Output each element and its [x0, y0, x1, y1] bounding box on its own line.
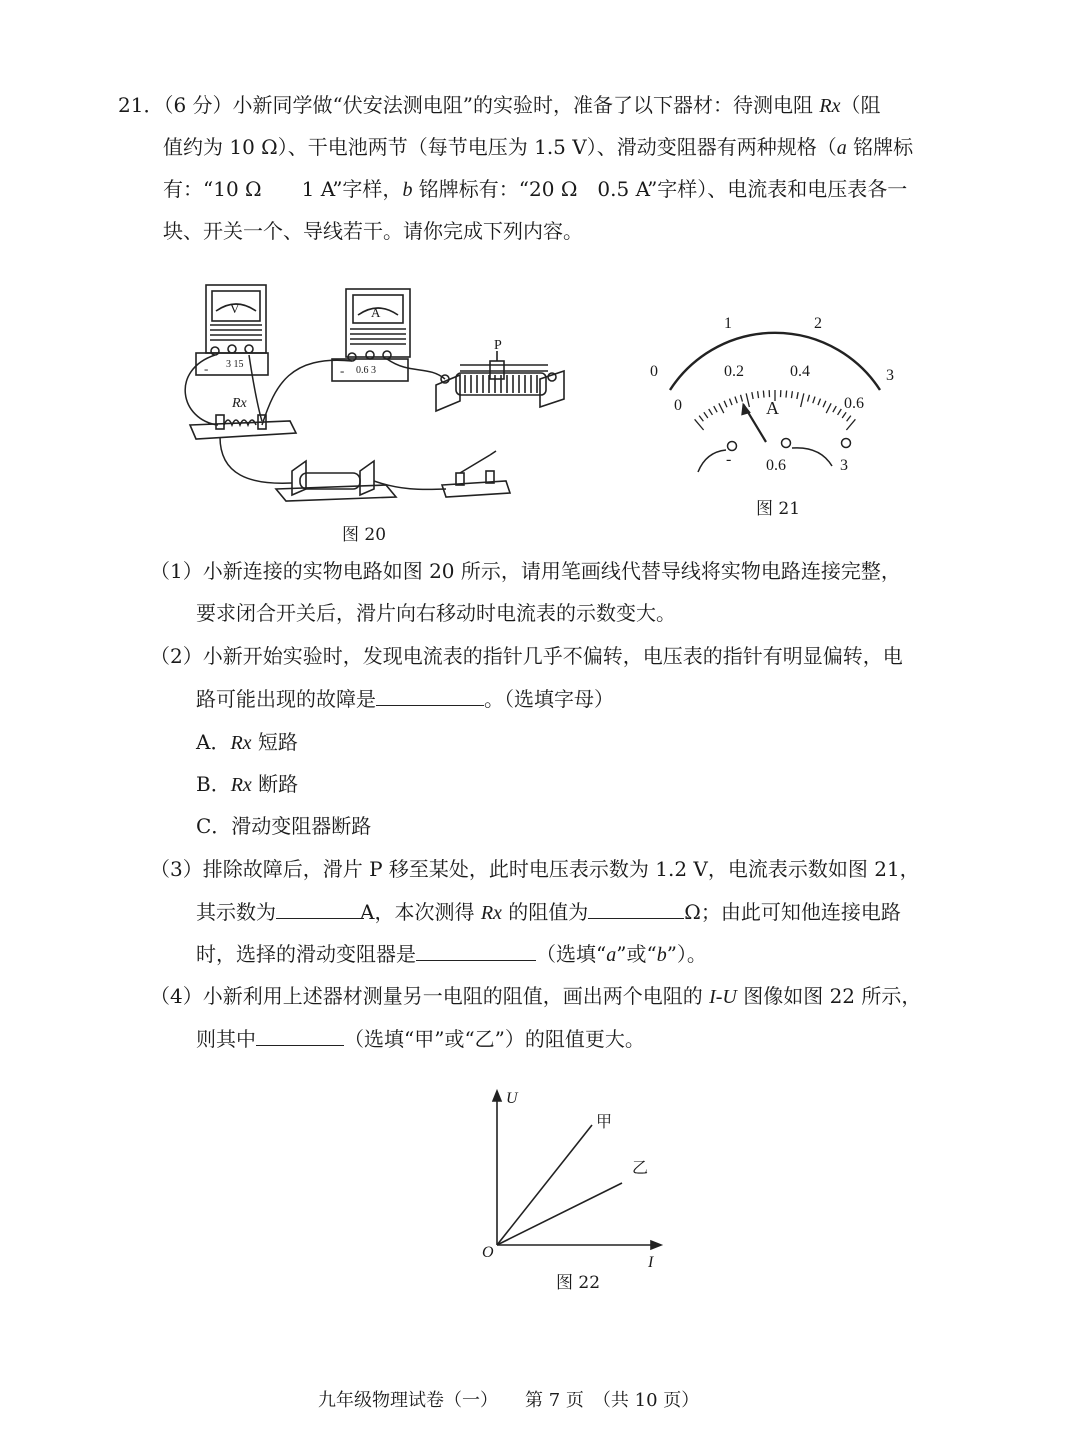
voltmeter-v-label: V — [230, 301, 240, 316]
part-2-line-2 — [196, 685, 614, 712]
rx-symbol: Rx — [819, 95, 841, 117]
ammeter-terminals-label: 0.6 3 — [356, 365, 376, 376]
part-4-text: （选填“甲”或“乙”）的阻值更大。 — [344, 1027, 645, 1051]
dial-tick — [714, 406, 717, 412]
part-3-line-1: （3）排除故障后，滑片 P 移至某处，此时电压表示数为 1.2 V，电流表示数如图 21， — [150, 857, 920, 881]
u-axis-label: U — [506, 1090, 518, 1107]
part-2-text: 路可能出现的故障是 — [196, 687, 376, 711]
dial-tick — [786, 391, 787, 398]
dial-tick — [758, 391, 759, 398]
dial-tick — [846, 419, 855, 430]
dial-tick — [838, 409, 842, 415]
slider-p-label: P — [494, 338, 502, 353]
part-4-line-2 — [196, 1025, 645, 1052]
dial-bottom-0.6: 0.6 — [844, 395, 864, 412]
voltmeter-minus-label: - — [204, 361, 209, 376]
part-1-line-2: 要求闭合开关后，滑片向右移动时电流表的示数变大。 — [196, 601, 676, 625]
question-stem-line-1 — [118, 92, 880, 119]
dial-tick — [746, 393, 749, 407]
dial-terminal-minus: - — [726, 451, 732, 468]
series-jia-label: 甲 — [596, 1114, 613, 1131]
page-footer — [318, 1388, 699, 1414]
ammeter-minus-label: - — [340, 363, 345, 378]
stem-text: （阻 — [840, 93, 881, 117]
resistance-answer-blank[interactable] — [588, 898, 684, 919]
voltmeter-terminals-label: 3 15 — [226, 359, 244, 370]
stem-text: 铭牌标有：“20 Ω 0.5 A”字样）、电流表和电压表各一 — [412, 177, 908, 201]
stem-text: 值约为 10 Ω）、干电池两节（每节电压为 1.5 V）、滑动变阻器有两种规格（ — [163, 135, 837, 159]
part-3-text: A，本次测得 — [360, 900, 481, 924]
question-stem-line-2 — [163, 134, 913, 161]
series-yi-label: 乙 — [632, 1160, 649, 1177]
part-3-line-3 — [196, 940, 707, 968]
figure-22-graph — [470, 1085, 680, 1270]
dial-bottom-0.4: 0.4 — [790, 363, 810, 380]
dial-tick — [791, 391, 792, 398]
dial-tick — [695, 419, 704, 430]
rx-symbol: Rx — [230, 774, 252, 796]
battery-holder — [276, 461, 396, 501]
part-3-text: ”）。 — [666, 942, 707, 966]
stem-text: 块、开关一个、导线若干。请你完成下列内容。 — [163, 219, 583, 243]
u-axis-arrow-icon — [493, 1091, 501, 1101]
footer-page-number: 第 7 页 （共 10 页） — [525, 1390, 700, 1411]
stem-text: 铭牌标 — [846, 135, 914, 159]
part-3-text: （选填“ — [536, 942, 607, 966]
part-4-text: 图像如图 22 所示， — [736, 984, 922, 1008]
dial-top-2: 2 — [814, 315, 822, 332]
dial-bottom-0.2: 0.2 — [724, 363, 744, 380]
dial-tick — [763, 391, 764, 398]
dial-tick — [808, 395, 810, 402]
rx-symbol: Rx — [230, 732, 252, 754]
part-3-text: 其示数为 — [196, 900, 276, 924]
rheostat-answer-blank[interactable] — [416, 940, 536, 961]
rx-resistor-board — [190, 415, 296, 439]
dial-top-3: 3 — [886, 367, 894, 384]
dial-tick — [826, 403, 831, 413]
rheostat-a-symbol: a — [836, 137, 847, 159]
option-a-text: 短路 — [257, 730, 298, 754]
dial-tick — [735, 397, 737, 404]
rx-label: Rx — [232, 396, 247, 411]
part-3-text: ”或“ — [616, 942, 657, 966]
question-score: （6 分） — [163, 93, 233, 117]
dial-tick — [813, 397, 815, 404]
dial-tick — [729, 399, 732, 406]
dial-tick — [823, 401, 826, 407]
dial-tick — [741, 395, 743, 402]
figure-21-caption: 图 21 — [756, 499, 801, 519]
option-a-letter: A． — [196, 730, 231, 754]
question-number: 21． — [118, 93, 164, 117]
rheostat-a-symbol: a — [606, 944, 617, 966]
current-answer-blank[interactable] — [276, 898, 360, 919]
option-c: C．滑动变阻器断路 — [196, 814, 372, 838]
part-2-line-1: （2）小新开始实验时，发现电流表的指针几乎不偏转，电压表的指针有明显偏转，电 — [150, 644, 903, 668]
dial-top-1: 1 — [724, 315, 732, 332]
origin-label: O — [482, 1244, 494, 1261]
line-jia — [497, 1125, 592, 1245]
stem-text: 有：“10 Ω 1 A”字样， — [163, 177, 403, 201]
option-b — [196, 771, 298, 798]
option-b-text: 断路 — [258, 772, 299, 796]
i-axis-label: I — [648, 1254, 654, 1270]
part-4-answer-blank[interactable] — [256, 1025, 344, 1046]
dial-tick — [752, 392, 753, 399]
part-3-text: 时，选择的滑动变阻器是 — [196, 942, 416, 966]
figure-21-ammeter-dial — [640, 300, 910, 490]
dial-tick — [847, 416, 851, 422]
figure-22-caption: 图 22 — [556, 1273, 601, 1293]
rheostat-b-symbol: b — [656, 944, 667, 966]
dial-tick — [704, 412, 708, 418]
dial-unit-label: A — [766, 398, 779, 418]
i-axis-arrow-icon — [651, 1241, 661, 1249]
switch — [442, 451, 510, 497]
part-3-line-2 — [196, 898, 901, 926]
option-b-letter: B． — [196, 772, 231, 796]
dial-tick — [818, 399, 821, 406]
dial-tick — [842, 412, 846, 418]
dial-bottom-0: 0 — [674, 397, 682, 414]
dial-terminal-3: 3 — [840, 457, 848, 474]
question-stem-line-3 — [163, 176, 907, 203]
part-3-text: Ω；由此可知他连接电路 — [684, 900, 901, 924]
part-4-text: 则其中 — [196, 1027, 256, 1051]
figure-20-circuit — [160, 275, 580, 510]
question-stem-line-4 — [163, 218, 583, 244]
dial-tick — [724, 401, 727, 407]
part-4-text: （4）小新利用上述器材测量另一电阻的阻值，画出两个电阻的 — [150, 984, 710, 1008]
ammeter-a-label: A — [371, 305, 381, 320]
part-3-text: 的阻值为 — [501, 900, 589, 924]
figure-20-caption: 图 20 — [342, 525, 387, 545]
dial-tick — [699, 416, 703, 422]
dial-tick — [833, 406, 836, 412]
part-1-line-1: （1）小新连接的实物电路如图 20 所示，请用笔画线代替导线将实物电路连接完整， — [150, 559, 901, 583]
option-a — [196, 729, 298, 756]
iu-symbol: I-U — [709, 986, 737, 1008]
dial-top-0: 0 — [650, 363, 658, 380]
part-4-line-1 — [150, 983, 921, 1010]
part-2-answer-blank[interactable] — [376, 685, 484, 706]
stem-text: 小新同学做“伏安法测电阻”的实验时，准备了以下器材：待测电阻 — [232, 93, 820, 117]
footer-title: 九年级物理试卷（一） — [318, 1390, 489, 1411]
dial-tick — [797, 392, 798, 399]
rheostat-b-symbol: b — [402, 179, 413, 201]
sliding-rheostat — [436, 351, 564, 411]
rx-symbol: Rx — [480, 902, 502, 924]
dial-tick — [709, 409, 713, 415]
part-2-text: 。（选填字母） — [484, 687, 614, 711]
line-yi — [497, 1183, 622, 1245]
dial-tick — [801, 393, 804, 407]
dial-terminal-0.6: 0.6 — [766, 457, 786, 474]
dial-tick — [719, 403, 724, 413]
